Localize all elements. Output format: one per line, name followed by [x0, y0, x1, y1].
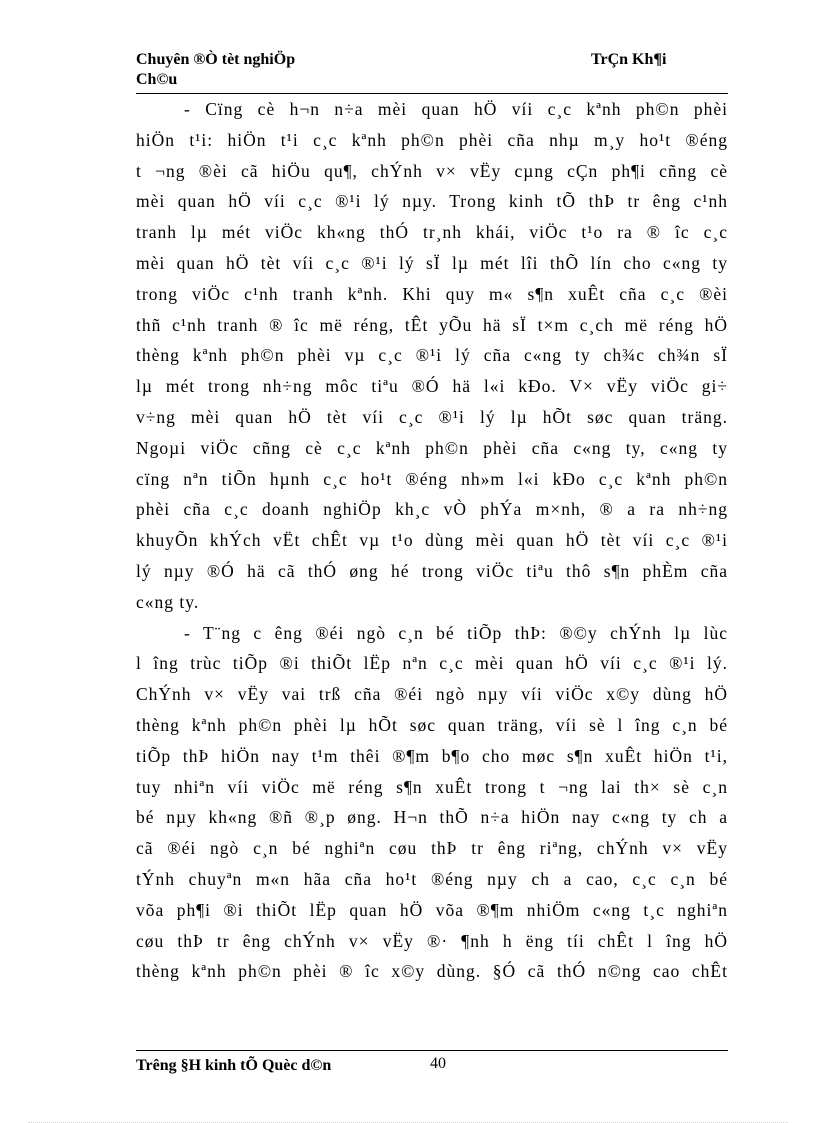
footer-school: Trêng §H kinh tÕ Quèc d©n	[136, 1057, 332, 1074]
paragraph-line: tÝnh chuyªn m«n hãa cña ho¹t ®éng nµy ch a cao, c¸c c¸n bé	[136, 868, 728, 889]
footer-rule	[136, 1050, 728, 1051]
paragraph-line: c«ng ty.	[136, 591, 200, 612]
paragraph-line: Ngoµi viÖc cñng cè c¸c kªnh ph©n phèi cña c«ng ty, c«ng ty	[136, 437, 728, 458]
thesis-title-continued: Ch©u	[136, 71, 178, 88]
paragraph-line: trong viÖc c¹nh tranh kªnh. Khi quy m« s¶n xuÊt cña c¸c ®èi	[136, 283, 728, 304]
thesis-title: Chuyên ®Ò tèt nghiÖp	[136, 51, 296, 68]
page-header	[136, 50, 728, 94]
paragraph-line: khuyÕn khÝch vËt chÊt vµ t¹o dùng mèi quan hÖ tèt víi c¸c ®¹i	[136, 530, 728, 551]
paragraph-line: t ¬ng ®èi cã hiÖu qu¶, chÝnh v× vËy cµng cÇn ph¶i cñng cè	[136, 160, 728, 181]
paragraph-line: bé nµy kh«ng ®ñ ®¸p øng. H¬n thÕ n÷a hiÖn nay c«ng ty ch a	[136, 807, 728, 828]
paragraph-line: lµ mét trong nh÷ng môc tiªu ®Ó hä l«i kÐo. V× vËy viÖc gi÷	[136, 376, 728, 397]
paragraph-line: - Cïng cè h¬n n÷a mèi quan hÖ víi c¸c kªnh ph©n phèi	[184, 99, 728, 119]
paragraph-line: - T¨ng c êng ®éi ngò c¸n bé tiÕp thÞ: ®©y chÝnh lµ lùc	[184, 622, 728, 643]
paragraph-line: thèng kªnh ph©n phèi vµ c¸c ®¹i lý cña c«ng ty ch¾c ch¾n sÏ	[136, 345, 728, 366]
paragraph-line: hiÖn t¹i: hiÖn t¹i c¸c kªnh ph©n phèi cña nhµ m¸y ho¹t ®éng	[136, 129, 728, 150]
paragraph-line: l îng trùc tiÕp ®i thiÕt lËp nªn c¸c mèi quan hÖ víi c¸c ®¹i lý.	[136, 653, 728, 674]
paragraph-line: thñ c¹nh tranh ® îc më réng, tÊt yÕu hä sÏ t×m c¸ch më réng hÖ	[136, 314, 728, 335]
paragraph-line: thèng kªnh ph©n phèi ® îc x©y dùng. §Ó cã thÓ n©ng cao chÊt	[136, 961, 728, 982]
paragraph-line: cïng nªn tiÕn hµnh c¸c ho¹t ®éng nh»m l«i kÐo c¸c kªnh ph©n	[136, 468, 728, 489]
paragraph-line: cøu thÞ tr êng chÝnh v× vËy ®· ¶nh h ëng tíi chÊt l îng hÖ	[136, 930, 728, 951]
paragraph-line: mèi quan hÖ tèt víi c¸c ®¹i lý sÏ lµ mét lîi thÕ lín cho c«ng ty	[136, 252, 728, 273]
paragraph-line: thèng kªnh ph©n phèi lµ hÕt søc quan träng, víi sè l îng c¸n bé	[136, 714, 728, 735]
paragraph-line: tranh lµ mét viÖc kh«ng thÓ tr¸nh khái, viÖc t¹o ra ® îc c¸c	[136, 222, 728, 243]
paragraph-line: v÷ng mèi quan hÖ tèt víi c¸c ®¹i lý lµ hÕt søc quan träng.	[136, 406, 728, 427]
page-number: 40	[430, 1055, 446, 1072]
author-name: TrÇn Kh¶i	[591, 51, 667, 68]
paragraph-line: tuy nhiªn víi viÖc më réng s¶n xuÊt trong t ¬ng lai th× sè c¸n	[136, 776, 728, 797]
paragraph-line: cã ®éi ngò c¸n bé nghiªn cøu thÞ tr êng riªng, chÝnh v× vËy	[136, 838, 728, 859]
paragraph-line: tiÕp thÞ hiÖn nay t¹m thêi ®¶m b¶o cho møc s¶n xuÊt hiÖn t¹i,	[136, 745, 728, 766]
body-text	[136, 94, 728, 987]
paragraph-line: phèi cña c¸c doanh nghiÖp kh¸c vÒ phÝa m×nh, ® a ra nh÷ng	[136, 499, 728, 520]
paragraph-line: lý nµy ®Ó hä cã thÓ øng hé trong viÖc tiªu thô s¶n phÈm cña	[136, 560, 728, 581]
paragraph-line: võa ph¶i ®i thiÕt lËp quan hÖ võa ®¶m nhiÖm c«ng t¸c nghiªn	[136, 899, 728, 920]
paragraph-line: ChÝnh v× vËy vai trß cña ®éi ngò nµy víi viÖc x©y dùng hÖ	[136, 684, 728, 705]
paragraph-line: mèi quan hÖ víi c¸c ®¹i lý nµy. Trong kinh tÕ thÞ tr êng c¹nh	[136, 191, 728, 212]
